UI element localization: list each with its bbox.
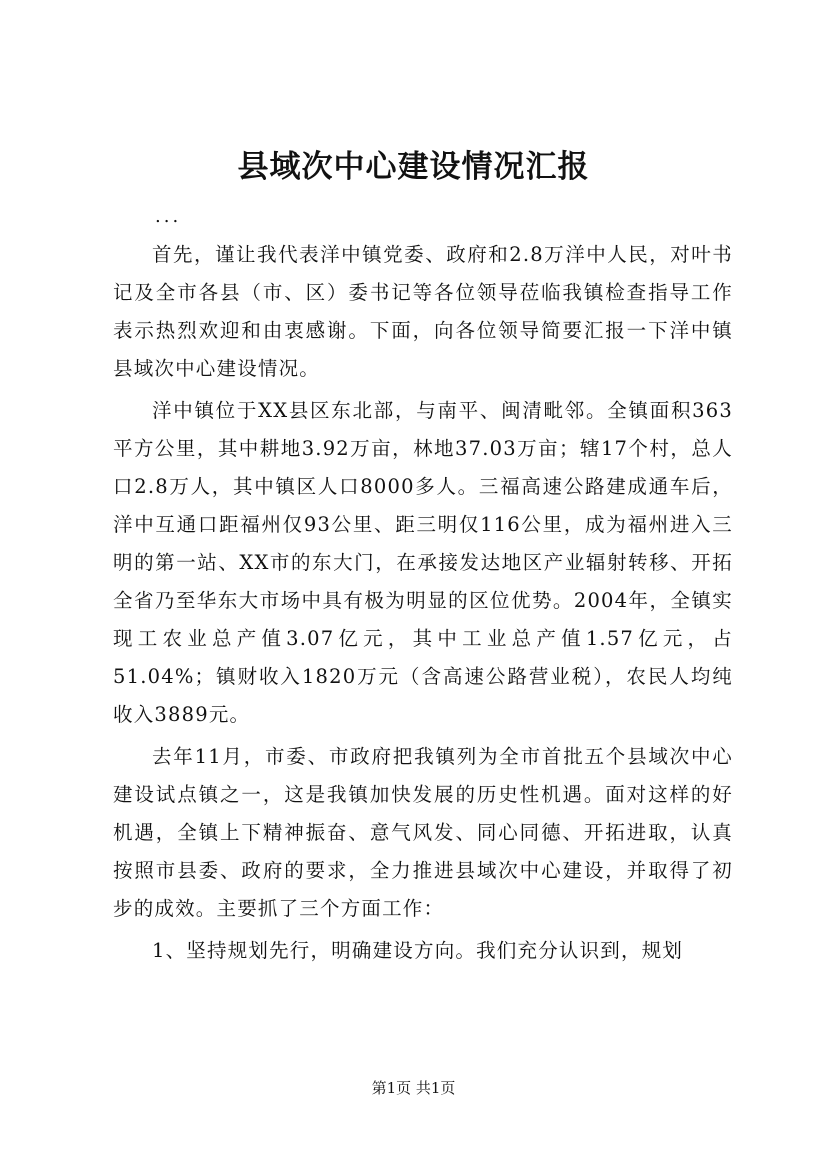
ellipsis-marker: ... (155, 206, 182, 227)
paragraph: 洋中镇位于XX县区东北部，与南平、闽清毗邻。全镇面积363平方公里，其中耕地3.92万亩，林地37.03万亩；辖17个村，总人口2.8万人，其中镇区人口8000多人。三福高速公路建成通车后，洋中互通口距福州仅93公里、距三明仅116公里，成为福州进入三明的第一站、XX市的东大门，在承接发达地区产业辐射转移、开拓全省乃至华东大市场中具有极为明显的区位优势。2004年，全镇实现工农业总产值3.07亿元，其中工业总产值1.57亿元，占51.04%；镇财收入1820万元（含高速公路营业税），农民人均纯收入3889元。 (113, 399, 733, 726)
document-body (113, 236, 733, 974)
paragraph: 去年11月，市委、市政府把我镇列为全市首批五个县域次中心建设试点镇之一，这是我镇加快发展的历史性机遇。面对这样的好机遇，全镇上下精神振奋、意气风发、同心同德、开拓进取，认真按照市县委、政府的要求，全力推进县域次中心建设，并取得了初步的成效。主要抓了三个方面工作： (113, 745, 733, 920)
paragraph: 首先，谨让我代表洋中镇党委、政府和2.8万洋中人民，对叶书记及全市各县（市、区）委书记等各位领导莅临我镇检查指导工作表示热烈欢迎和由衷感谢。下面，向各位领导简要汇报一下洋中镇县域次中心建设情况。 (113, 243, 733, 380)
page-footer: 第1页 共1页 (371, 1079, 456, 1097)
paragraph: 1、坚持规划先行，明确建设方向。我们充分认识到，规划 (152, 939, 684, 962)
document-title: 县域次中心建设情况汇报 (237, 149, 590, 185)
